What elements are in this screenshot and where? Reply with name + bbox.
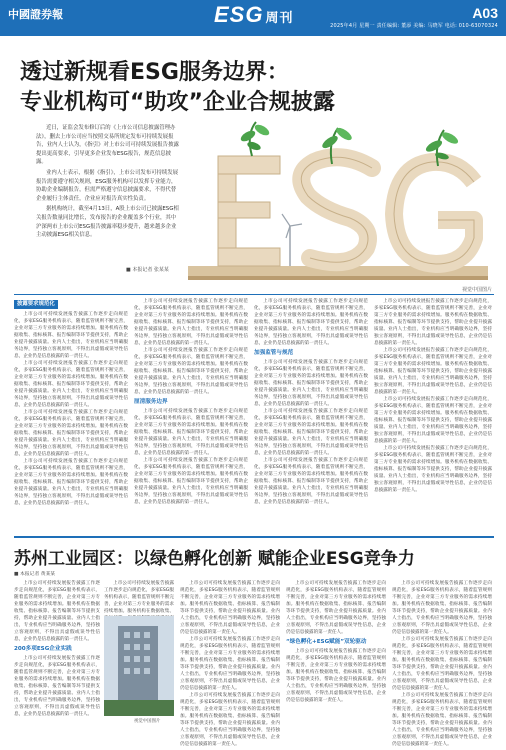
article2-photo-caption: 视觉中国图片 bbox=[134, 719, 161, 724]
body-paragraph: 上市公司可持续发展报告披露工作逐步走向规范化，多家ESG服务机构表示，随着监管规则不断完善，企业对第三方专业服务的需求持续增加。服务机构在数据收集、指标核算、报告编制等环节提供支持，帮助企业提升披露质量。业内人士指出，专业机构应当明确服务边界，坚持独立客观原则，不得出具虚假或误导性信息，企业仍是信息披露的第一责任人。 bbox=[14, 656, 100, 717]
article-separator bbox=[14, 536, 494, 538]
body-paragraph: 上市公司可持续发展报告披露工作逐步走向规范化，多家ESG服务机构表示，随着监管规则不断完善，企业对第三方专业服务的需求持续增加。服务机构在数据收集、指标核算、报告编制等环节提供支持，帮助企业提升披露质量。业内人士指出，专业机构应当明确服务边界，坚持独立客观原则，不得出具虚假或误导性信息，企业仍是信息披露的第一责任人。 bbox=[14, 312, 128, 359]
body-paragraph: 上市公司可持续发展报告披露工作逐步走向规范化，多家ESG服务机构表示，随着监管规则不断完善，企业对第三方专业服务的需求持续增加。服务机构在数据收集、指标核算、报告编制等环节提供支持，帮助企业提升披露质量。业内人士指出，专业机构应当明确服务边界，坚持独立客观原则，不得出具虚假或误导性信息，企业仍是信息披露的第一责任人。 bbox=[180, 637, 280, 691]
illustration-caption: 视觉中国图片 bbox=[461, 287, 492, 293]
article2-reporter: ■ 本报记者 黄某某 bbox=[14, 572, 56, 577]
body-paragraph: 上市公司可持续发展报告披露工作逐步走向规范化，多家ESG服务机构表示，随着监管规则不断完善，企业对第三方专业服务的需求持续增加。服务机构在数据收集、指标核算、报告编制等环节提供支持，帮助企业提升披露质量。业内人士指出，专业机构应当明确服务边界，坚持独立客观原则，不得出具虚假或误导性信息，企业仍是信息披露的第一责任人。 bbox=[14, 459, 128, 506]
body-paragraph: 上市公司可持续发展报告披露工作逐步走向规范化，多家ESG服务机构表示，随着监管规则不断完善，企业对第三方专业服务的需求持续增加。服务机构在数据收集、指标核算、报告编制等环节提供支持，帮助企业提升披露质量。业内人士指出，专业机构应当明确服务边界，坚持独立客观原则，不得出具虚假或误导性信息，企业仍是信息披露的第一责任人。 bbox=[14, 410, 128, 457]
body-paragraph: 上市公司可持续发展报告披露工作逐步走向规范化，多家ESG服务机构表示，随着监管规则不断完善，企业对第三方专业服务的需求持续增加。服务机构在数据收集、指标核算、报告编制等环节提供支持，帮助企业提升披露质量。业内人士指出，专业机构应当明确服务边界，坚持独立客观原则，不得出具虚假或误导性信息，企业仍是信息披露的第一责任人。 bbox=[374, 299, 492, 346]
section-title bbox=[214, 2, 293, 28]
article1-column-4 bbox=[374, 298, 492, 530]
article1-subhead-a: 披露要求规范化 bbox=[14, 300, 58, 309]
body-paragraph: 上市公司可持续发展报告披露工作逐步走向规范化，多家ESG服务机构表示，随着监管规则不断完善，企业对第三方专业服务的需求持续增加。服务机构在数据收集、指标核算、报告编制等环节提供支持，帮助企业提升披露质量。业内人士指出，专业机构应当明确服务边界，坚持独立客观原则，不得出具虚假或误导性信息，企业仍是信息披露的第一责任人。 bbox=[14, 581, 100, 642]
body-paragraph: 上市公司可持续发展报告披露工作逐步走向规范化，多家ESG服务机构表示，随着监管规则不断完善，企业对第三方专业服务的需求持续增加。服务机构在数据收集、指标核算、报告编制等环节提供支持，帮助企业提升披露质量。业内人士指出，专业机构应当明确服务边界，坚持独立客观原则，不得出具虚假或误导性信息，企业仍是信息披露的第一责任人。 bbox=[134, 348, 248, 395]
article2-subhead-b: “绿色孵化+ESG赋能”双轮驱动 bbox=[286, 639, 367, 645]
lead-paragraph: 近日，证监会发布修订后的《上市公司信息披露管理办法》，删去上市公司应当按照交易所规定发布可持续发展报告，业内人士认为，《指引》对上市公司可持续发展报告披露提出更高要求，引导更多企业发布ESG报告，规范信息披露。 bbox=[36, 125, 179, 166]
body-paragraph: 上市公司可持续发展报告披露工作逐步走向规范化，多家ESG服务机构表示，随着监管规则不断完善，企业对第三方专业服务的需求持续增加。服务机构在数据收集、指标核算、报告编制等环节提供支持，帮助企业提升披露质量。业内人士指出，专业机构应当明确服务边界，坚持独立客观原则，不得出具虚假或误导性信息，企业仍是信息披露的第一责任人。 bbox=[392, 637, 492, 691]
body-paragraph: 上市公司可持续发展报告披露工作逐步走向规范化，多家ESG服务机构表示，随着监管规则不断完善，企业对第三方专业服务的需求持续增加。服务机构在数据收集、指标核算、报告编制等环节提供支持，帮助企业提升披露质量。业内人士指出，专业机构应当明确服务边界，坚持独立客观原则，不得出具虚假或误导性信息，企业仍是信息披露的第一责任人。 bbox=[254, 299, 368, 346]
body-paragraph: 上市公司可持续发展报告披露工作逐步走向规范化，多家ESG服务机构表示，随着监管规则不断完善，企业对第三方专业服务的需求持续增加。服务机构在数据收集、指标核算、报告编制等环节提供支持，帮助企业提升披露质量。业内人士指出，专业机构应当明确服务边界，坚持独立客观原则，不得出具虚假或误导性信息，企业仍是信息披露的第一责任人。 bbox=[286, 581, 386, 635]
body-paragraph: 上市公司可持续发展报告披露工作逐步走向规范化，多家ESG服务机构表示，随着监管规则不断完善，企业对第三方专业服务的需求持续增加。服务机构在数据收集、指标核算、报告编制等环节提供支持，帮助企业提升披露质量。业内人士指出，专业机构应当明确服务边界，坚持独立客观原则，不得出具虚假或误导性信息，企业仍是信息披露的第一责任人。 bbox=[134, 409, 248, 456]
body-paragraph: 上市公司可持续发展报告披露工作逐步走向规范化，多家ESG服务机构表示，随着监管规则不断完善，企业对第三方专业服务的需求持续增加。服务机构在数据收集、指标核算、报告编制等环节提供支持，帮助企业提升披露质量。业内人士指出，专业机构应当明确服务边界，坚持独立客观原则，不得出具虚假或误导性信息，企业仍是信息披露的第一责任人。 bbox=[134, 299, 248, 346]
article1-column-1 bbox=[14, 298, 128, 530]
body-paragraph: 上市公司可持续发展报告披露工作逐步走向规范化，多家ESG服务机构表示，随着监管规则不断完善，企业对第三方专业服务的需求持续增加。服务机构在数据收集、指标核算、报告编制等环节提供支持，帮助企业提升披露质量。业内人士指出，专业机构应当明确服务边界，坚持独立客观原则，不得出具虚假或误导性信息，企业仍是信息披露的第一责任人。 bbox=[392, 581, 492, 635]
body-paragraph: 上市公司可持续发展报告披露工作逐步走向规范化，多家ESG服务机构表示，随着监管规则不断完善，企业对第三方专业服务的需求持续增加。服务机构在数据收集、 bbox=[104, 581, 174, 614]
article1-byline: ■ 本报记者 张某某 bbox=[126, 267, 169, 273]
article1-column-3 bbox=[254, 298, 368, 530]
article1-subhead-b: 厘清服务边界 bbox=[134, 399, 168, 405]
body-paragraph: 上市公司可持续发展报告披露工作逐步走向规范化，多家ESG服务机构表示，随着监管规则不断完善，企业对第三方专业服务的需求持续增加。服务机构在数据收集、指标核算、报告编制等环节提供支持，帮助企业提升披露质量。业内人士指出，专业机构应当明确服务边界，坚持独立客观原则，不得出具虚假或误导性信息，企业仍是信息披露的第一责任人。 bbox=[254, 409, 368, 456]
esg-illustration bbox=[182, 116, 494, 286]
article1-title-line1: 透过新规看ESG服务边界： bbox=[20, 60, 289, 85]
body-paragraph: 上市公司可持续发展报告披露工作逐步走向规范化，多家ESG服务机构表示，随着监管规则不断完善，企业对第三方专业服务的需求持续增加。服务机构在数据收集、指标核算、报告编制等环节提供支持，帮助企业提升披露质量。业内人士指出，专业机构应当明确服务边界，坚持独立客观原则，不得出具虚假或误导性信息，企业仍是信息披露的第一责任人。 bbox=[134, 458, 248, 505]
section-title-sub: 周刊 bbox=[265, 10, 294, 25]
section-divider bbox=[14, 294, 494, 295]
article1-lead bbox=[36, 124, 180, 242]
masthead-meta: 2025年4月 星期一 责任编辑: 董添 美编: 马晓军 电话: 010-63070324 bbox=[330, 23, 498, 29]
article2-title: 苏州工业园区：以绿色孵化创新 赋能企业ESG竞争力 bbox=[14, 549, 415, 569]
body-paragraph: 上市公司可持续发展报告披露工作逐步走向规范化，多家ESG服务机构表示，随着监管规则不断完善，企业对第三方专业服务的需求持续增加。服务机构在数据收集、指标核算、报告编制等环节提供支持，帮助企业提升披露质量。业内人士指出，专业机构应当明确服务边界，坚持独立客观原则，不得出具虚假或误导性信息，企业仍是信息披露的第一责任人。 bbox=[254, 360, 368, 407]
lead-paragraph: 据机构统计，截至4月13日，A股上市公司已披露ESG相关报告数量同比增长，发布报告的企业覆盖多个行业，其中沪深两市上市公司ESG报告披露率稳步提升，越来越多企业主动披露ESG相关信息。 bbox=[36, 206, 179, 239]
article1-subhead-c: 加强监管与规范 bbox=[254, 350, 294, 356]
masthead bbox=[0, 0, 506, 36]
body-paragraph: 上市公司可持续发展报告披露工作逐步走向规范化，多家ESG服务机构表示，随着监管规则不断完善，企业对第三方专业服务的需求持续增加。服务机构在数据收集、指标核算、报告编制等环节提供支持，帮助企业提升披露质量。业内人士指出，专业机构应当明确服务边界，坚持独立客观原则，不得出具虚假或误导性信息，企业仍是信息披露的第一责任人。 bbox=[14, 361, 128, 408]
article2-column-2-top bbox=[104, 580, 174, 614]
article1-column-2 bbox=[134, 298, 248, 530]
article1-headline bbox=[20, 60, 490, 116]
body-paragraph: 上市公司可持续发展报告披露工作逐步走向规范化，多家ESG服务机构表示，随着监管规则不断完善，企业对第三方专业服务的需求持续增加。服务机构在数据收集、指标核算、报告编制等环节提供支持，帮助企业提升披露质量。业内人士指出，专业机构应当明确服务边界，坚持独立客观原则，不得出具虚假或误导性信息，企业仍是信息披露的第一责任人。 bbox=[180, 693, 280, 747]
lead-paragraph: 业内人士表示，根据《指引》，上市公司发布可持续发展报告需要遵守相关规则，ESG服务机构可以发挥专业能力，协助企业编制报告，但需严格遵守信息披露要求，不得代替企业履行主体责任，企业应对报告真实性负责。 bbox=[36, 169, 179, 202]
body-paragraph: 上市公司可持续发展报告披露工作逐步走向规范化，多家ESG服务机构表示，随着监管规则不断完善，企业对第三方专业服务的需求持续增加。服务机构在数据收集、指标核算、报告编制等环节提供支持，帮助企业提升披露质量。业内人士指出，专业机构应当明确服务边界，坚持独立客观原则，不得出具虚假或误导性信息，企业仍是信息披露的第一责任人。 bbox=[392, 693, 492, 747]
section-title-main: ESG bbox=[214, 2, 264, 27]
article2-photo bbox=[104, 616, 174, 716]
paper-name: 中國證券報 bbox=[8, 8, 63, 21]
body-paragraph: 上市公司可持续发展报告披露工作逐步走向规范化，多家ESG服务机构表示，随着监管规则不断完善，企业对第三方专业服务的需求持续增加。服务机构在数据收集、指标核算、报告编制等环节提供支持，帮助企业提升披露质量。业内人士指出，专业机构应当明确服务边界，坚持独立客观原则，不得出具虚假或误导性信息，企业仍是信息披露的第一责任人。 bbox=[374, 397, 492, 444]
body-paragraph: 上市公司可持续发展报告披露工作逐步走向规范化，多家ESG服务机构表示，随着监管规则不断完善，企业对第三方专业服务的需求持续增加。服务机构在数据收集、指标核算、报告编制等环节提供支持，帮助企业提升披露质量。业内人士指出，专业机构应当明确服务边界，坚持独立客观原则，不得出具虚假或误导性信息，企业仍是信息披露的第一责任人。 bbox=[180, 581, 280, 635]
body-paragraph: 上市公司可持续发展报告披露工作逐步走向规范化，多家ESG服务机构表示，随着监管规则不断完善，企业对第三方专业服务的需求持续增加。服务机构在数据收集、指标核算、报告编制等环节提供支持，帮助企业提升披露质量。业内人士指出，专业机构应当明确服务边界，坚持独立客观原则，不得出具虚假或误导性信息，企业仍是信息披露的第一责任人。 bbox=[286, 649, 386, 703]
body-paragraph: 上市公司可持续发展报告披露工作逐步走向规范化，多家ESG服务机构表示，随着监管规则不断完善，企业对第三方专业服务的需求持续增加。服务机构在数据收集、指标核算、报告编制等环节提供支持，帮助企业提升披露质量。业内人士指出，专业机构应当明确服务边界，坚持独立客观原则，不得出具虚假或误导性信息，企业仍是信息披露的第一责任人。 bbox=[374, 446, 492, 493]
article1-title-line2: 专业机构可“助攻”企业合规披露 bbox=[20, 90, 335, 115]
body-paragraph: 上市公司可持续发展报告披露工作逐步走向规范化，多家ESG服务机构表示，随着监管规则不断完善，企业对第三方专业服务的需求持续增加。服务机构在数据收集、指标核算、报告编制等环节提供支持，帮助企业提升披露质量。业内人士指出，专业机构应当明确服务边界，坚持独立客观原则，不得出具虚假或误导性信息，企业仍是信息披露的第一责任人。 bbox=[254, 458, 368, 505]
article2-column-3 bbox=[180, 580, 280, 746]
article2-column-1 bbox=[14, 580, 100, 746]
page-number: A03 bbox=[472, 5, 498, 21]
article2-column-5 bbox=[392, 580, 492, 746]
article2-subhead-a: 200多项ESG企业实践 bbox=[14, 646, 72, 652]
article2-column-4 bbox=[286, 580, 386, 746]
body-paragraph: 上市公司可持续发展报告披露工作逐步走向规范化，多家ESG服务机构表示，随着监管规则不断完善，企业对第三方专业服务的需求持续增加。服务机构在数据收集、指标核算、报告编制等环节提供支持，帮助企业提升披露质量。业内人士指出，专业机构应当明确服务边界，坚持独立客观原则，不得出具虚假或误导性信息，企业仍是信息披露的第一责任人。 bbox=[374, 348, 492, 395]
